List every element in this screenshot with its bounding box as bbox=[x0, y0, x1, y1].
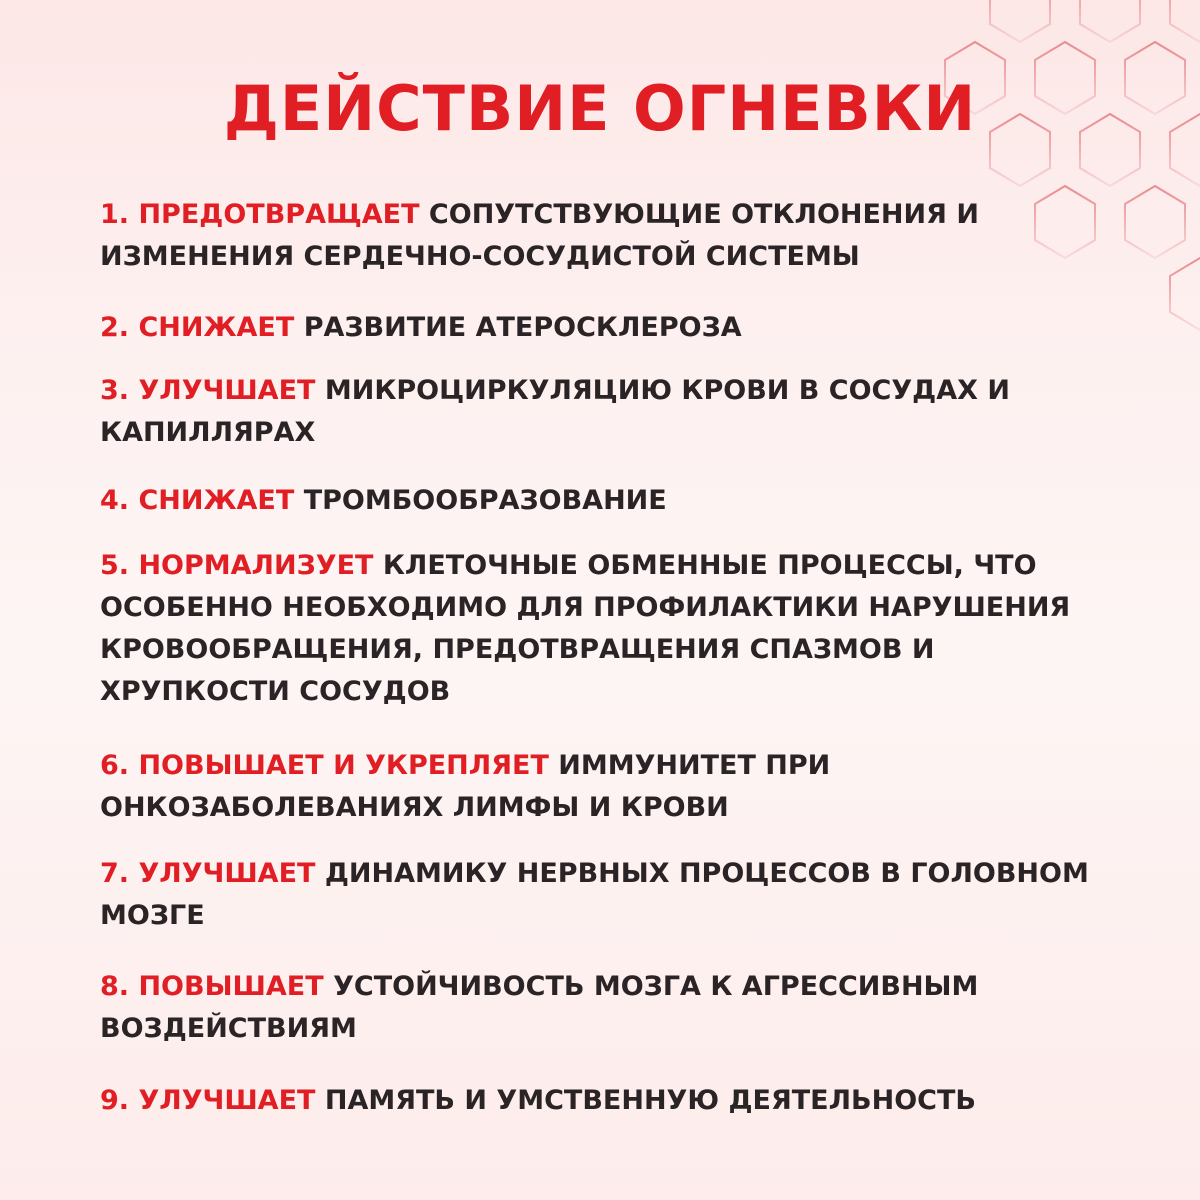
item-verb: УЛУЧШАЕТ bbox=[138, 858, 316, 889]
list-item bbox=[100, 1080, 1110, 1122]
item-text: РАЗВИТИЕ АТЕРОСКЛЕРОЗА bbox=[303, 312, 742, 343]
item-text: СОПУТСТВУЮЩИЕ ОТКЛОНЕНИЯ И ИЗМЕНЕНИЯ СЕРДЕЧНО-СОСУДИСТОЙ СИСТЕМЫ bbox=[100, 199, 979, 272]
item-number: 8. bbox=[100, 971, 130, 1002]
item-number: 3. bbox=[100, 375, 130, 406]
item-verb: СНИЖАЕТ bbox=[138, 312, 295, 343]
item-number: 1. bbox=[100, 199, 130, 230]
item-verb: НОРМАЛИЗУЕТ bbox=[138, 550, 374, 581]
item-number: 2. bbox=[100, 312, 130, 343]
item-text: ПАМЯТЬ И УМСТВЕННУЮ ДЕЯТЕЛЬНОСТЬ bbox=[324, 1085, 976, 1116]
item-text: ТРОМБООБРАЗОВАНИЕ bbox=[303, 485, 667, 516]
honeycomb-decoration bbox=[940, 0, 1200, 340]
item-number: 5. bbox=[100, 550, 130, 581]
list-item bbox=[100, 545, 1110, 713]
list-item bbox=[100, 307, 1110, 349]
list-item bbox=[100, 966, 1110, 1050]
item-number: 7. bbox=[100, 858, 130, 889]
list-item bbox=[100, 194, 1110, 278]
item-number: 6. bbox=[100, 750, 130, 781]
item-text: УСТОЙЧИВОСТЬ МОЗГА К АГРЕССИВНЫМ ВОЗДЕЙСТВИЯМ bbox=[100, 971, 979, 1044]
item-verb: ПРЕДОТВРАЩАЕТ bbox=[138, 199, 420, 230]
item-verb: ПОВЫШАЕТ И УКРЕПЛЯЕТ bbox=[138, 750, 549, 781]
page-title: ДЕЙСТВИЕ ОГНЕВКИ bbox=[223, 72, 977, 145]
item-number: 4. bbox=[100, 485, 130, 516]
item-text: МИКРОЦИРКУЛЯЦИЮ КРОВИ В СОСУДАХ И КАПИЛЛЯРАХ bbox=[100, 375, 1010, 448]
list-item bbox=[100, 853, 1110, 937]
item-text: КЛЕТОЧНЫЕ ОБМЕННЫЕ ПРОЦЕССЫ, ЧТО ОСОБЕННО НЕОБХОДИМО ДЛЯ ПРОФИЛАКТИКИ НАРУШЕНИЯ КРОВООБРАЩЕНИЯ, ПРЕДОТВРАЩЕНИЯ СПАЗМОВ И ХРУПКОСТИ СОСУДОВ bbox=[100, 550, 1071, 707]
list-item bbox=[100, 745, 1110, 829]
list-item bbox=[100, 480, 1110, 522]
item-text: ДИНАМИКУ НЕРВНЫХ ПРОЦЕССОВ В ГОЛОВНОМ МОЗГЕ bbox=[100, 858, 1089, 931]
item-verb: УЛУЧШАЕТ bbox=[138, 1085, 316, 1116]
item-number: 9. bbox=[100, 1085, 130, 1116]
item-verb: УЛУЧШАЕТ bbox=[138, 375, 316, 406]
list-item bbox=[100, 370, 1110, 454]
item-verb: ПОВЫШАЕТ bbox=[138, 971, 324, 1002]
item-text: ИММУНИТЕТ ПРИ ОНКОЗАБОЛЕВАНИЯХ ЛИМФЫ И КРОВИ bbox=[100, 750, 831, 823]
item-verb: СНИЖАЕТ bbox=[138, 485, 295, 516]
